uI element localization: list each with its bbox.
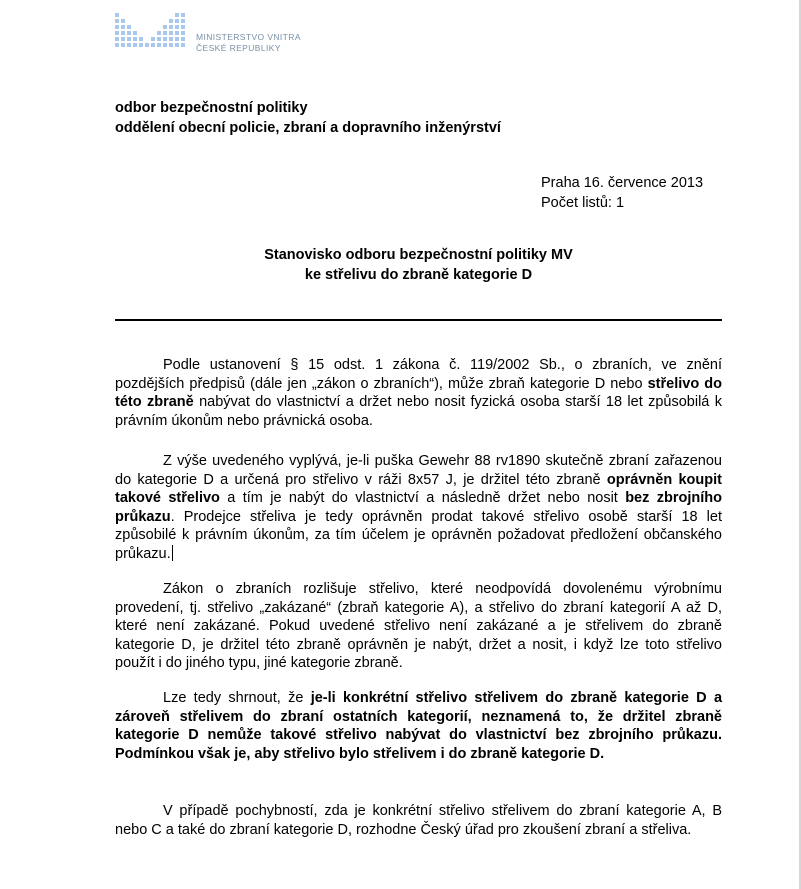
title-line1: Stanovisko odboru bezpečnostní politiky MV	[264, 247, 573, 263]
logo-text-line2: ČESKÉ REPUBLIKY	[196, 43, 281, 53]
paragraph-2-bold-d: bez zbrojního průkazu	[115, 490, 722, 525]
page-count: Počet listů: 1	[541, 195, 625, 211]
paragraph-4-bold: je-li konkrétní střelivo střelivem do zbraně kategorie D a zároveň střelivem do zbraní ostatních kategorií, neznamená to, že držitel zbraně kategorie D nemůže takové střelivo nabývat do vlastnictví bez zbrojního průkazu. Podmínkou však je, aby střelivo bylo střelivem i do zbraně kategorie D.	[115, 690, 723, 762]
paragraph-2-bold-b: oprávněn koupit takové střelivo	[115, 471, 722, 506]
document-date: Praha 16. července 2013	[541, 175, 704, 191]
paragraph-1-bold: střelivo do této zbraně	[115, 375, 722, 410]
paragraph-1	[115, 356, 722, 430]
paragraph-4-text-a: Lze tedy shrnout, že	[163, 690, 311, 706]
text-cursor	[172, 545, 174, 561]
document-meta	[541, 173, 703, 213]
paragraph-1-text-a: Podle ustanovení § 15 odst. 1 zákona č. 119/2002 Sb., o zbraních, ve znění pozdějších předpisů (dále jen „zákon o zbraních“), může zbraň kategorie D nebo	[115, 357, 722, 392]
paragraph-5-text: V případě pochybností, zda je konkrétní střelivo střelivem do zbraní kategorie A, B nebo C a také do zbraní kategorie D, rozhodne Český úřad pro zkoušení zbraní a střeliva.	[115, 803, 722, 838]
paragraph-4	[115, 689, 722, 763]
paragraph-2-text-a: Z výše uvedeného vyplývá, je-li puška Gewehr 88 rv1890 skutečně zbraní zařazenou do kategorie D a určená pro střelivo v ráži 8x57 J, je držitel této zbraně	[115, 453, 722, 488]
paragraph-2-text-e: . Prodejce střeliva je tedy oprávněn prodat takové střelivo osobě starší 18 let způsobilé k právním úkonům, za tím účelem je oprávněn požadovat předložení občanského průkazu.	[115, 508, 722, 562]
logo-text-line1: MINISTERSTVO VNITRA	[196, 32, 301, 42]
logo-text	[196, 32, 301, 54]
paragraph-3-text: Zákon o zbraních rozlišuje střelivo, které neodpovídá dovolenému výrobnímu provedení, tj. střelivo „zakázané“ (zbraň kategorie A), a střelivo do zbraní kategorií A až D, které není zakázané. Pokud uvedené střelivo není zakázané a je střelivem do zbraně kategorie D, je držitel této zbraně oprávněn je nabýt, držet a nosit, i když lze toto střelivo použít i do jiného typu, jiné kategorie zbraně.	[115, 581, 722, 671]
paragraph-5	[115, 802, 722, 839]
department-line1: odbor bezpečnostní politiky	[115, 100, 308, 116]
paragraph-3	[115, 580, 722, 673]
paragraph-1-text-c: nabývat do vlastnictví a držet nebo nosit fyzická osoba starší 18 let způsobilá k právním úkonům nebo právnická osoba.	[115, 394, 723, 429]
document-title	[115, 245, 722, 285]
paragraph-2-text-c: a tím je nabýt do vlastnictví a následně držet nebo nosit	[219, 490, 626, 506]
department-line2: oddělení obecní policie, zbraní a dopravního inženýrství	[115, 120, 501, 136]
department-heading	[115, 98, 501, 138]
ministry-logo-mark-icon	[115, 13, 187, 57]
title-divider	[115, 319, 722, 321]
title-line2: ke střelivu do zbraně kategorie D	[304, 267, 533, 283]
paragraph-2	[115, 452, 722, 563]
